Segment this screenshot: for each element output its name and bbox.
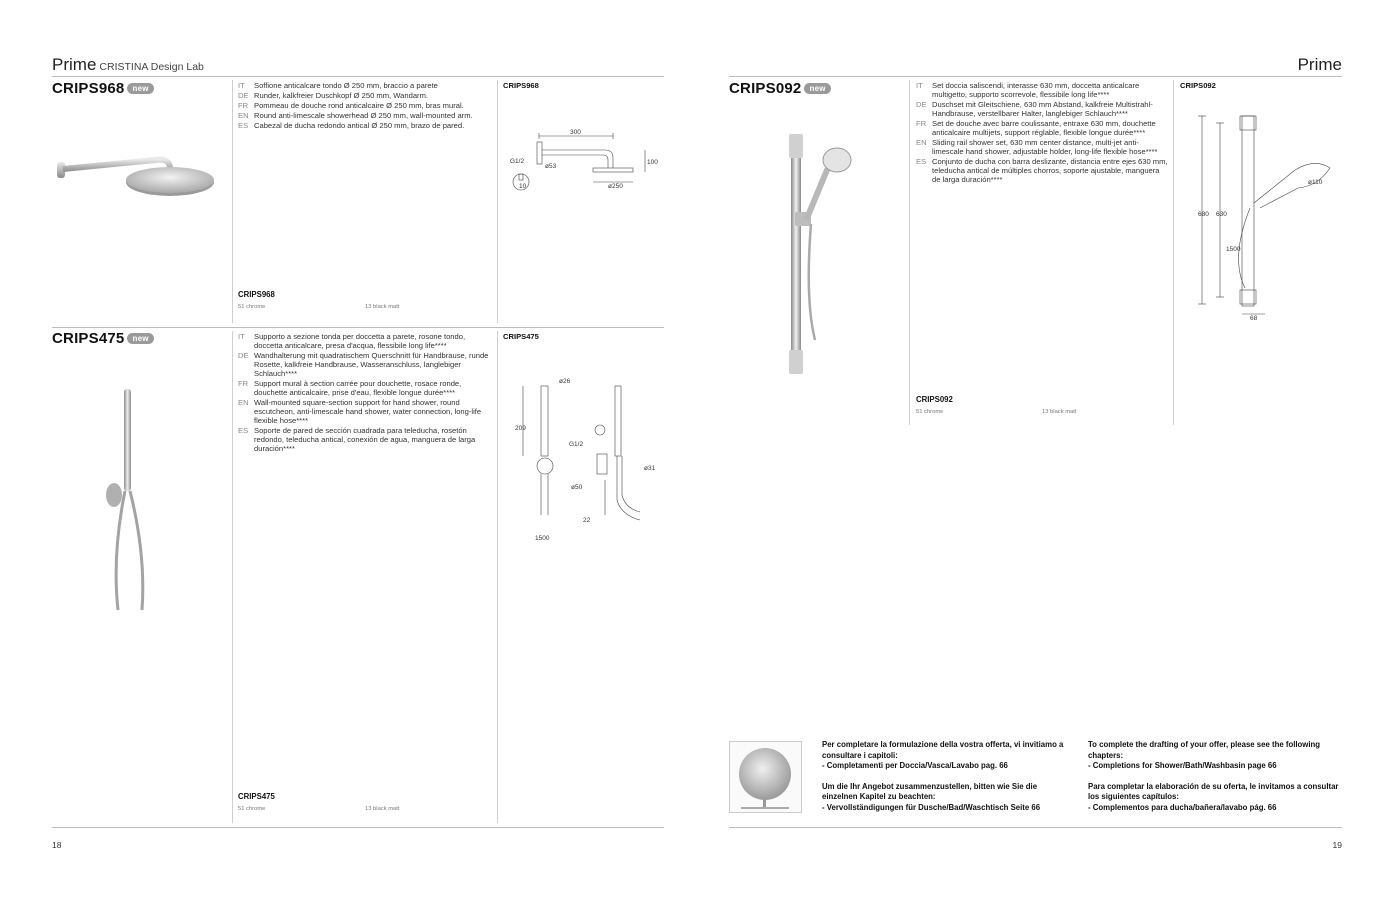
- desc-row-es: ES Soporte de pared de sección cuadrada para teleducha, rosetón redondo, teleducha antical, conexión de agua, manguera de larga duración****: [238, 426, 476, 453]
- drawing-title-crips092: CRIPS092: [1180, 81, 1216, 90]
- note-it-link: - Completamenti per Doccia/Vasca/Lavabo pag. 66: [822, 761, 1008, 770]
- finish-chrome: 51 chrome: [916, 409, 944, 415]
- thumbnail-showerhead: [739, 748, 791, 800]
- page-number-left: 18: [52, 840, 62, 850]
- dim-thread: G1/2: [569, 441, 584, 448]
- dim-thread: G1/2: [510, 158, 525, 165]
- technical-drawing-crips968: [505, 128, 665, 196]
- left-series-title: Prime CRISTINA Design Lab: [52, 55, 204, 74]
- dim-hose-diameter: ø31: [644, 465, 656, 472]
- dim-depth: 10: [519, 183, 527, 190]
- left-header-rule: [52, 76, 664, 77]
- technical-drawing-crips475: [505, 370, 665, 548]
- new-badge: new: [127, 333, 153, 344]
- hand-shower-shape: [124, 389, 131, 491]
- dim-shower-diameter: ø26: [559, 378, 571, 385]
- right-header-rule: [729, 76, 1342, 77]
- technical-drawing-crips092: [1190, 108, 1340, 323]
- dim-hose-length: 1500: [535, 535, 550, 542]
- finish-code-crips092: CRIPS092: [916, 395, 953, 404]
- dim-height: 100: [647, 159, 658, 166]
- dim-head-diameter: ø110: [1308, 179, 1323, 186]
- note-es-link: - Complementos para ducha/bañera/lavabo pág. 66: [1088, 802, 1277, 812]
- finish-code-crips968: CRIPS968: [238, 290, 275, 299]
- product-code-crips968: CRIPS968 new: [52, 80, 154, 97]
- note-en-link: - Completions for Shower/Bath/Washbasin page 66: [1088, 761, 1277, 770]
- product-code-crips092: CRIPS092 new: [729, 80, 831, 97]
- hose-shape: [809, 224, 815, 340]
- product-image-crips475: [100, 385, 160, 617]
- finish-black-matt: 13 black matt: [365, 304, 400, 310]
- thumbnail-base: [741, 807, 789, 809]
- desc-row-fr: FR Pommeau de douche rond anticalcaire Ø 250 mm, bras mural.: [238, 101, 464, 110]
- left-col-divider-4: [497, 331, 498, 823]
- note-it: Per completare la formulazione della vostra offerta, vi invitiamo a consultare i capitoli: - Completamenti per Doccia/Vasca/Lavabo pag. 66: [822, 740, 1064, 770]
- desc-row-en: EN Sliding rail shower set, 630 mm center distance, multi-jet anti-limescale hand shower, adjustable holder, long-life flexible hose****: [916, 138, 1158, 156]
- product-image-crips092: [775, 130, 865, 380]
- shower-head-face: [126, 167, 214, 193]
- desc-row-it: IT Soffione anticalcare tondo Ø 250 mm, braccio a parete: [238, 81, 438, 90]
- finish-chrome: 51 chrome: [238, 806, 266, 812]
- dim-total-height: 680: [1198, 211, 1209, 218]
- dim-center-distance: 630: [1216, 211, 1227, 218]
- note-en: To complete the drafting of your offer, please see the following chapters: - Completions for Shower/Bath/Washbasin page 66: [1088, 740, 1321, 770]
- note-de: Um die Ihr Angebot zusammenzustellen, bitten wie Sie die einzelnen Kapitel zu beachten: - Vervollständigungen für Dusche/Bad/Waschtisch Seite 66: [822, 781, 1041, 812]
- new-badge: new: [804, 83, 830, 94]
- desc-row-de: DE Wandhalterung mit quadratischem Querschnitt für Handbrause, runde Rosette, kalkfreie Handbrause, Wasseranschluss, langlebiger Schlauch****: [238, 351, 489, 378]
- finish-black-matt: 13 black matt: [365, 806, 400, 812]
- note-de-link: - Vervollständigungen für Dusche/Bad/Waschtisch Seite 66: [822, 802, 1041, 812]
- drawing-title-crips475: CRIPS475: [503, 332, 539, 341]
- finish-black-matt: 13 black matt: [1042, 409, 1077, 415]
- dim-flange: ø53: [545, 163, 557, 170]
- hand-shower-head: [823, 148, 851, 172]
- left-footer-rule: [52, 827, 664, 828]
- left-col-divider-2: [497, 80, 498, 323]
- desc-row-es: ES Conjunto de ducha con barra deslizante, distancia entre ejes 630 mm, teleducha antical de múltiples chorros, soporte ajustable, manguera de larga duración****: [916, 157, 1168, 184]
- hose-right-shape: [130, 491, 143, 610]
- desc-row-en: EN Wall-mounted square-section support for hand shower, round escutcheon, anti-limescale hand shower, water connection, long-life flexible hose****: [238, 398, 482, 425]
- desc-row-it: IT Supporto a sezione tonda per doccetta a parete, rosone tondo, doccetta anticalcare, presa d'acqua, flessibile long life****: [238, 332, 466, 350]
- right-footer-rule: [729, 827, 1342, 828]
- desc-row-fr: FR Support mural à section carrée pour douchette, rosace ronde, douchette anticalcaire, prise d'eau, flexible longue durée****: [238, 379, 462, 397]
- right-col-divider-1: [909, 80, 910, 425]
- dim-hose-length: 1500: [1226, 246, 1241, 253]
- dim-rail-depth: 68: [1250, 315, 1258, 322]
- drawing-title-crips968: CRIPS968: [503, 81, 539, 90]
- rail-top-bracket: [789, 134, 803, 158]
- desc-row-fr: FR Set de douche avec barre coulissante, entraxe 630 mm, douchette anticalcaire multijets, support réglable, flexible longue durée****: [916, 119, 1156, 137]
- left-product-rule: [52, 327, 664, 328]
- wall-support-shape: [106, 483, 122, 507]
- description-crips475: [238, 332, 493, 454]
- right-col-divider-2: [1173, 80, 1174, 425]
- right-series-title: Prime: [1297, 55, 1342, 74]
- notes-thumbnail-image: [729, 741, 802, 813]
- page-number-right: 19: [1332, 840, 1342, 850]
- new-badge: new: [127, 83, 153, 94]
- left-col-divider-3: [232, 331, 233, 823]
- notes-column-en-es: [1088, 740, 1342, 823]
- description-crips092: [916, 81, 1168, 185]
- dim-escutcheon: ø50: [571, 484, 583, 491]
- desc-row-it: IT Set doccia saliscendi, interasse 630 mm, doccetta anticalcare multigetto, supporto scorrevole, flessibile long life****: [916, 81, 1140, 99]
- product-image-crips968: [55, 138, 220, 200]
- dim-shower-length: 209: [515, 425, 526, 432]
- thumbnail-arm: [763, 800, 766, 808]
- finish-code-crips475: CRIPS475: [238, 792, 275, 801]
- desc-row-en: EN Round anti-limescale showerhead Ø 250 mm, wall-mounted arm.: [238, 111, 473, 120]
- desc-row-de: DE Runder, kalkfreier Duschkopf Ø 250 mm, Wandarm.: [238, 91, 429, 100]
- dim-length: 300: [570, 129, 581, 136]
- hose-left-shape: [116, 491, 125, 610]
- slide-rail-shape: [791, 134, 801, 374]
- finish-chrome: 51 chrome: [238, 304, 266, 310]
- left-col-divider-1: [232, 80, 233, 323]
- rail-bottom-bracket: [789, 350, 803, 374]
- dim-offset: 22: [583, 517, 591, 524]
- description-crips968: [238, 81, 493, 131]
- desc-row-es: ES Cabezal de ducha redondo antical Ø 250 mm, brazo de pared.: [238, 121, 465, 130]
- dim-diameter: ø250: [608, 183, 623, 190]
- desc-row-de: DE Duschset mit Gleitschiene, 630 mm Abstand, kalkfreie Multistrahl-Handbrause, verstellbarer Halter, langlebiger Schlauch****: [916, 100, 1153, 118]
- product-code-crips475: CRIPS475 new: [52, 330, 154, 347]
- left-series-subtitle: CRISTINA Design Lab: [99, 61, 204, 73]
- note-es: Para completar la elaboración de su oferta, le invitamos a consultar los siguientes capítulos: - Complementos para ducha/bañera/lavabo pág. 66: [1088, 781, 1339, 812]
- hand-shower-handle: [807, 170, 827, 218]
- notes-column-it-de: [822, 740, 1072, 823]
